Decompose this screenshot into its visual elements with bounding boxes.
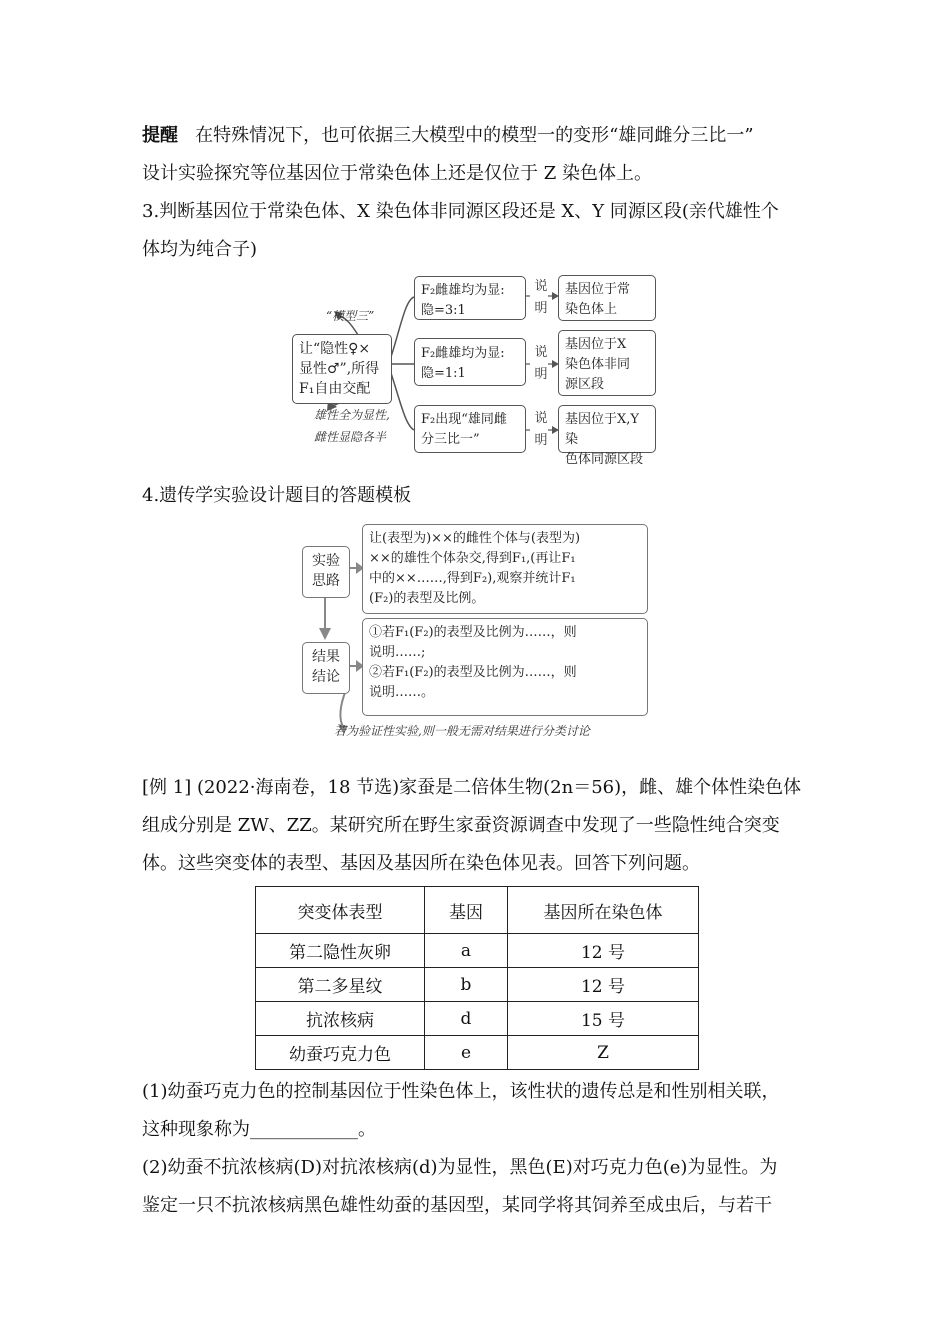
example-line2: 组成分别是 ZW、ZZ。某研究所在野生家蚕资源调查中发现了一些隐性纯合突变 (142, 815, 780, 836)
table-header-chromosome: 基因所在染色体 (508, 887, 699, 934)
section3-line2: 体均为纯合子) (142, 239, 258, 260)
experiment-idea-text: 让(表型为)××的雌性个体与(表型为) ××的雄性个体杂交,得到F₁,(再让F₁ 中的××……,得到F₂),观察并统计F₁ (F₂)的表型及比例。 (362, 524, 648, 614)
example-line1: [例 1] (2022·海南卷，18 节选)家蚕是二倍体生物(2n＝56)，雌、雄个体性染色体 (142, 777, 802, 798)
table-cell: 12 号 (508, 968, 699, 1002)
explain-label-2: 说 明 (534, 345, 548, 382)
f2-result-box-2: F₂雌雄均为显: 隐=1:1 (414, 338, 526, 386)
question2-line1: (2)幼蚕不抗浓核病(D)对抗浓核病(d)为显性，黑色(E)对巧克力色(e)为显性。为 (142, 1157, 778, 1178)
conclusion-box-2: 基因位于X 染色体非同 源区段 (558, 330, 656, 396)
tip-text-line2: 设计实验探究等位基因位于常染色体上还是仅位于 Z 染色体上。 (142, 163, 652, 184)
explain-label-3: 说 明 (534, 411, 548, 448)
diagram2-footnote: 若为验证性实验,则一般无需对结果进行分类讨论 (334, 724, 590, 738)
table-header-gene: 基因 (425, 887, 508, 934)
result-conclusion-label: 结果 结论 (302, 642, 350, 694)
table-cell: d (425, 1002, 508, 1036)
table-cell: Z (508, 1036, 699, 1070)
table-cell: 15 号 (508, 1002, 699, 1036)
model-three-label: “模型三” (326, 309, 375, 323)
f2-result-box-1: F₂雌雄均为显: 隐=3:1 (414, 276, 526, 320)
table-cell: 第二多星纹 (256, 968, 425, 1002)
table-row (256, 968, 699, 1002)
tip-label: 提醒 (142, 125, 178, 146)
table-row (256, 934, 699, 968)
mutant-table (255, 886, 699, 1070)
table-cell: 第二隐性灰卵 (256, 934, 425, 968)
explain-label-1: 说 明 (534, 279, 548, 316)
table-header-row (256, 887, 699, 934)
question1-line1: (1)幼蚕巧克力色的控制基因位于性染色体上，该性状的遗传总是和性别相关联， (142, 1081, 780, 1102)
male-female-note: 雄性全为显性, 雌性显隐各半 (314, 408, 390, 444)
table-row (256, 1036, 699, 1070)
table-cell: e (425, 1036, 508, 1070)
question2-line2: 鉴定一只不抗浓核病黑色雄性幼蚕的基因型，某同学将其饲养至成虫后，与若干 (142, 1195, 772, 1216)
table-cell: a (425, 934, 508, 968)
result-conclusion-text: ①若F₁(F₂)的表型及比例为……，则 说明……; ②若F₁(F₂)的表型及比例为……，则 说明……。 (362, 618, 648, 716)
table-cell: 12 号 (508, 934, 699, 968)
table-cell: 幼蚕巧克力色 (256, 1036, 425, 1070)
f2-result-box-3: F₂出现“雄同雌 分三比一” (414, 405, 526, 453)
table-row (256, 1002, 699, 1036)
table-cell: b (425, 968, 508, 1002)
table-cell: 抗浓核病 (256, 1002, 425, 1036)
cross-instruction-box: 让“隐性♀× 显性♂”,所得 F₁自由交配 (292, 334, 392, 404)
section3-line1: 3.判断基因位于常染色体、X 染色体非同源区段还是 X、Y 同源区段(亲代雄性个 (142, 201, 779, 222)
tip-text-line1: 在特殊情况下，也可依据三大模型中的模型一的变形“雄同雌分三比一” (195, 125, 754, 146)
example-line3: 体。这些突变体的表型、基因及基因所在染色体见表。回答下列问题。 (142, 853, 700, 874)
question1-line2: 这种现象称为____________。 (142, 1119, 376, 1140)
conclusion-box-1: 基因位于常 染色体上 (558, 275, 656, 321)
section4-title: 4.遗传学实验设计题目的答题模板 (142, 485, 412, 506)
experiment-idea-label: 实验 思路 (302, 546, 350, 598)
conclusion-box-3: 基因位于X,Y染 色体同源区段 (558, 405, 656, 453)
table-header-phenotype: 突变体表型 (256, 887, 425, 934)
